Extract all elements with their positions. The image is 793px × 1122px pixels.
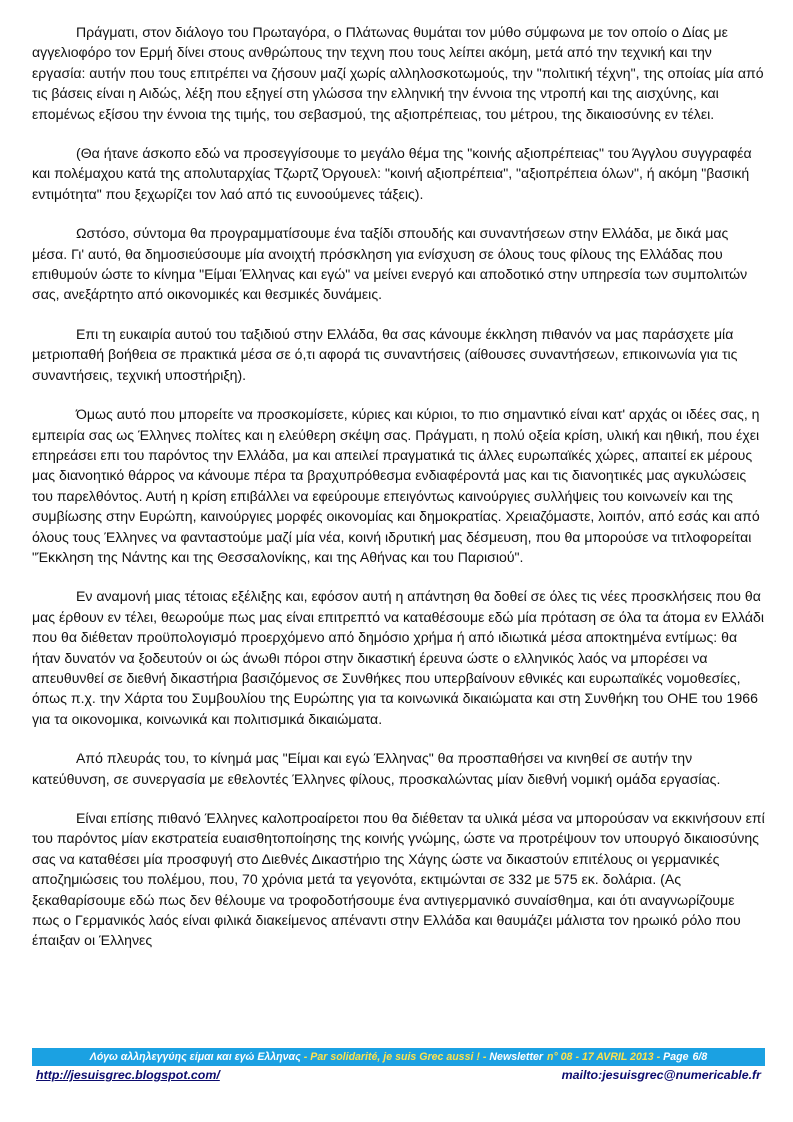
email-link[interactable]: mailto:jesuisgrec@numericable.fr xyxy=(561,1068,761,1082)
footer-separator: - xyxy=(482,1051,487,1063)
footer-separator: - xyxy=(656,1051,661,1063)
paragraph-orwell-decency: (Θα ήτανε άσκοπο εδώ να προσεγγίσουμε το μεγάλο θέμα της "κοινής αξιοπρέπειας" του Άγγλου συγγραφέα και πολέμαχου κατά της απολυταρχίας Τζωρτζ Όργουελ: "κοινή αξιοπρέπεια", "αξιοπρέπεια όλων", ή ακόμη "βασική εντιμότητα" που ξεχωρίζει τον λαό από τις ευνοούμενες τάξεις). xyxy=(32,145,752,202)
footer-links xyxy=(36,1068,761,1086)
footer-newsletter-label: Newsletter xyxy=(489,1051,543,1063)
paragraph-practical-help: Επι τη ευκαιρία αυτού του ταξιδιού στην Ελλάδα, θα σας κάνουμε έκκληση πιθανόν να μας παράσχετε μία μετριοπαθή βοήθεια σε πρακτικά μέσα σε ό,τι αφορά τις συναντήσεις (αίθουσες συναντήσεων, επικοινωνία για τις συναντήσεις, τεχνική υποστήριξη). xyxy=(32,325,738,383)
paragraph-movement-effort: Από πλευράς του, το κίνημά μας "Είμαι και εγώ Έλληνας" θα προσπαθήσει να κινηθεί σε αυτήν την κατεύθυνση, σε συνεργασία με εθελοντές Έλληνες φίλους, προσκαλώντας μίαν διεθνή νομική ομάδα εργασίας. xyxy=(32,750,721,787)
footer-motto-french: Par solidarité, je suis Grec aussi ! xyxy=(310,1051,480,1063)
footer-page-label: Page xyxy=(663,1051,689,1063)
footer-separator: - xyxy=(303,1051,308,1063)
paragraph-study-trip: Ωστόσο, σύντομα θα προγραμματίσουμε ένα ταξίδι σπουδής και συναντήσεων στην Ελλάδα, με δικά μας μέσα. Γι' αυτό, θα δημοσιεύσουμε μία ανοιχτή πρόσκληση για ενίσχυση σε όλους τους φίλους της Ελλάδας που επιθυμούν ώστε το κίνημα "Είμαι Έλληνας και εγώ" να μείνει ενεργό και αποδοτικό στην υπηρεσία των συμπολιτών σας, ανεξάρτητο από οικονομικές και θεσμικές δυνάμεις. xyxy=(32,225,748,303)
footer-page-number: 6/8 xyxy=(692,1051,708,1063)
blog-link[interactable]: http://jesuisgrec.blogspot.com/ xyxy=(36,1068,220,1082)
footer-date: 17 AVRIL 2013 xyxy=(581,1051,654,1063)
paragraph-war-reparations: Είναι επίσης πιθανό Έλληνες καλοπροαίρετοι που θα διέθεταν τα υλικά μέσα να μπορούσαν να εκκινήσουν επί του παρόντος μίαν εκστρατεία ευαισθητοποίησης της κοινής γνώμης, ώστε να προτρέψουν τον υπουργό δικαιοσύνης σας να καταθέσει μία προσφυγή στο Διεθνές Δικαστήριο της Χάγης ώστε να δικαστούν επιτέλους οι γερμανικές αποζημιώσεις του πολέμου, που, 70 χρόνια μετά τα γεγονότα, εκτιμώνται σε 332 με 575 εκ. δολάρια. (Ας ξεκαθαρίσουμε εδώ πως δεν θέλουμε να τροφοδοτήσουμε ένα αντιγερμανικό συναίσθημα, και ότι αναγνωρίζουμε πως ο Γερμανικός λαός είναι φιλικά διακείμενος απέναντι στην Ελλάδα και θαυμάζει μάλιστα τον ηρωικό ρόλο που έπαιξαν οι Έλληνες xyxy=(32,810,765,949)
paragraph-protagoras-myth: Πράγματι, στον διάλογο του Πρωταγόρα, ο Πλάτωνας θυμάται τον μύθο σύμφωνα με τον οποίο ο Δίας με αγγελιοφόρο τον Ερμή δίνει στους ανθρώπους την τεχνη που τους λείπει ακόμη, μετά από την τεχνική και την εργασία: αυτήν που τους επιτρέπει να ζήσουν μαζί χωρίς αλληλοσκοτωμούς, την "πολιτική τέχνη", της οποίας μία από τις βάσεις είναι η Αιδώς, λέξη που εξηγεί στη γλώσσα την ελληνική την έννοια της ντροπή και της αισχύνης, και επομένως εξίσου την έννοια της τιμής, του σεβασμού, της αξιοπρέπειας, του μέτρου, της δικαιοσύνης εν τέλει. xyxy=(32,24,764,122)
document-body xyxy=(32,22,765,951)
footer-separator: - xyxy=(575,1051,579,1063)
paragraph-legal-proposal: Εν αναμονή μιας τέτοιας εξέλιξης και, εφόσον αυτή η απάντηση θα δοθεί σε όλες τις νέες προσκλήσεις που θα μας έρθουν εν τέλει, θεωρούμε πως μας είναι επιτρεπτό να καταθέσουμε εδώ μία πρόταση σε όλα τα άτομα εν Ελλάδι που θα διέθεταν προϋπολογισμό προερχόμενο από δημόσιο χρήμα ή από ιδιωτικά μέσα αποκτημένα εντίμως: θα ήταν δυνατόν να ξοδευτούν οι ώς άνωθι πόροι στην δικαστική έρευνα ώστε ο ελληνικός λαός να μπορέσει να απευθυνθεί σε διεθνή δικαστήρια βασιζόμενος σε Συνθήκες που υπερβαίνουν εθνικές και ευρωπαϊκές νομοθεσίες, όπως π.χ. την Χάρτα του Συμβουλίου της Ευρώπης για τα κοινωνικά δικαιώματα και στη Συνθήκη του ΟΗΕ του 1966 για τα οικονομικα, κοινωνικά και πολιτισμικά δικαιώματα. xyxy=(32,588,764,727)
footer-issue-label: n° 08 xyxy=(547,1051,573,1063)
paragraph-ideas-crisis: Όμως αυτό που μπορείτε να προσκομίσετε, κύριες και κύριοι, το πιο σημαντικό είναι κατ' αρχάς οι ιδέες σας, η εμπειρία σας ως Έλληνες πολίτες και η ελεύθερη σκέψη σας. Πράγματι, η πολύ οξεία κρίση, υλική και ηθική, που έχει επηρεάσει επι του παρόντος την Ελλάδα, μα και απειλεί πραγματικά τις άλλες ευρωπαϊκές χώρες, απαιτεί εκ μέρους μας διανοητικό θάρρος να κάνουμε πέρα τα βραχυπρόθεσμα ενδιαφέροντά μας και τις διανοητικές μας αγκυλώσεις του παρελθόντος. Αυτή η κρίση επιβάλλει να εφεύρουμε επειγόντως καινούργιες συλλήψεις του κοινωνείν και της συμβίωσης στην Ευρώπη, καινούργιες μορφές οικονομίας και δημοκρατίας. Χρειαζόμαστε, λοιπόν, από εσάς και από όλους τους Έλληνες να φανταστούμε μαζί μία νέα, κοινή ιδρυτική μας δέσμευση, που θα μπορούσε να τιτλοφορείται "Έκκληση της Νάντης και της Θεσσαλονίκης, και της Αθήνας και του Παρισιού". xyxy=(32,406,760,565)
footer-band xyxy=(32,1048,765,1066)
footer-motto-greek: Λόγω αλληλεγγύης είμαι και εγώ Ελληνας xyxy=(89,1051,301,1063)
